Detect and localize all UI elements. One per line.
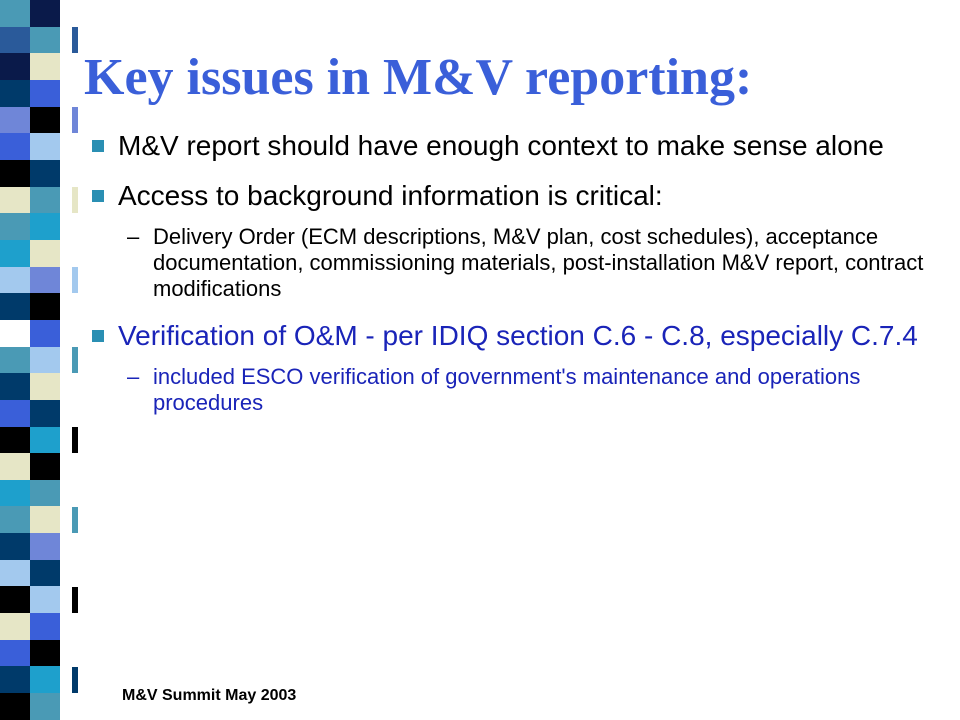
slide-title: Key issues in M&V reporting: <box>84 49 753 106</box>
sub-bullet-text: Delivery Order (ECM descriptions, M&V plan, cost schedules), acceptance documentation, commissioning materials, post-installation M&V report, contract modifications <box>153 224 924 301</box>
strip-segment <box>0 693 30 720</box>
square-bullet-icon <box>92 140 104 152</box>
strip-column-outer <box>0 0 30 720</box>
strip-segment <box>30 586 60 613</box>
strip-segment <box>30 267 60 294</box>
strip-accent-segment <box>72 187 78 214</box>
strip-accent-segment <box>72 507 78 534</box>
strip-segment <box>30 533 60 560</box>
strip-segment <box>30 480 60 507</box>
strip-segment <box>0 80 30 107</box>
strip-column-inner <box>30 0 60 720</box>
strip-segment <box>30 53 60 80</box>
sub-bullet-text: included ESCO verification of government's maintenance and operations procedures <box>153 364 861 415</box>
strip-segment <box>30 506 60 533</box>
strip-segment <box>30 0 60 27</box>
dash-bullet-icon: – <box>127 364 140 389</box>
strip-segment <box>0 560 30 587</box>
strip-accent-segment <box>72 347 78 374</box>
strip-accent-segment <box>72 267 78 294</box>
strip-segment <box>0 373 30 400</box>
strip-accent-segment <box>72 427 78 454</box>
strip-segment <box>30 133 60 160</box>
strip-segment <box>30 293 60 320</box>
strip-accent-segment <box>72 667 78 694</box>
square-bullet-icon <box>92 330 104 342</box>
strip-accent-segment <box>72 107 78 134</box>
strip-segment <box>0 133 30 160</box>
strip-segment <box>30 640 60 667</box>
strip-segment <box>0 0 30 27</box>
strip-segment <box>0 666 30 693</box>
strip-segment <box>30 80 60 107</box>
strip-segment <box>30 400 60 427</box>
strip-segment <box>0 160 30 187</box>
dash-bullet-icon: – <box>127 224 140 249</box>
bullet-item <box>90 180 930 212</box>
bullet-text: Verification of O&M - per IDIQ section C.6 - C.8, especially C.7.4 <box>118 320 918 351</box>
bullet-text: Access to background information is critical: <box>118 180 663 211</box>
strip-segment <box>30 453 60 480</box>
strip-segment <box>0 613 30 640</box>
slide-content <box>90 130 930 434</box>
strip-segment <box>30 666 60 693</box>
strip-segment <box>0 347 30 374</box>
sub-bullet-item <box>90 364 930 416</box>
bullet-text: M&V report should have enough context to make sense alone <box>118 130 884 161</box>
sub-bullet-item <box>90 224 930 302</box>
strip-segment <box>30 160 60 187</box>
strip-segment <box>0 506 30 533</box>
strip-segment <box>0 267 30 294</box>
strip-segment <box>30 373 60 400</box>
square-bullet-icon <box>92 190 104 202</box>
strip-segment <box>30 107 60 134</box>
strip-segment <box>0 320 30 347</box>
strip-segment <box>0 400 30 427</box>
strip-segment <box>0 187 30 214</box>
slide-footer: M&V Summit May 2003 <box>122 687 297 704</box>
strip-segment <box>30 27 60 54</box>
strip-segment <box>30 560 60 587</box>
strip-accent-segment <box>72 27 78 54</box>
strip-segment <box>0 427 30 454</box>
strip-segment <box>0 53 30 80</box>
strip-segment <box>0 213 30 240</box>
strip-segment <box>30 693 60 720</box>
strip-segment <box>0 586 30 613</box>
strip-segment <box>30 240 60 267</box>
bullet-item <box>90 130 930 162</box>
strip-segment <box>0 480 30 507</box>
strip-segment <box>0 533 30 560</box>
strip-segment <box>30 427 60 454</box>
strip-segment <box>30 613 60 640</box>
strip-segment <box>30 347 60 374</box>
bullet-item <box>90 320 930 352</box>
strip-segment <box>30 187 60 214</box>
strip-segment <box>0 27 30 54</box>
strip-segment <box>30 213 60 240</box>
strip-segment <box>0 107 30 134</box>
decorative-left-strip <box>0 0 78 720</box>
strip-segment <box>30 320 60 347</box>
strip-segment <box>0 240 30 267</box>
strip-segment <box>0 293 30 320</box>
strip-segment <box>0 453 30 480</box>
strip-accent-segment <box>72 587 78 614</box>
strip-segment <box>0 640 30 667</box>
